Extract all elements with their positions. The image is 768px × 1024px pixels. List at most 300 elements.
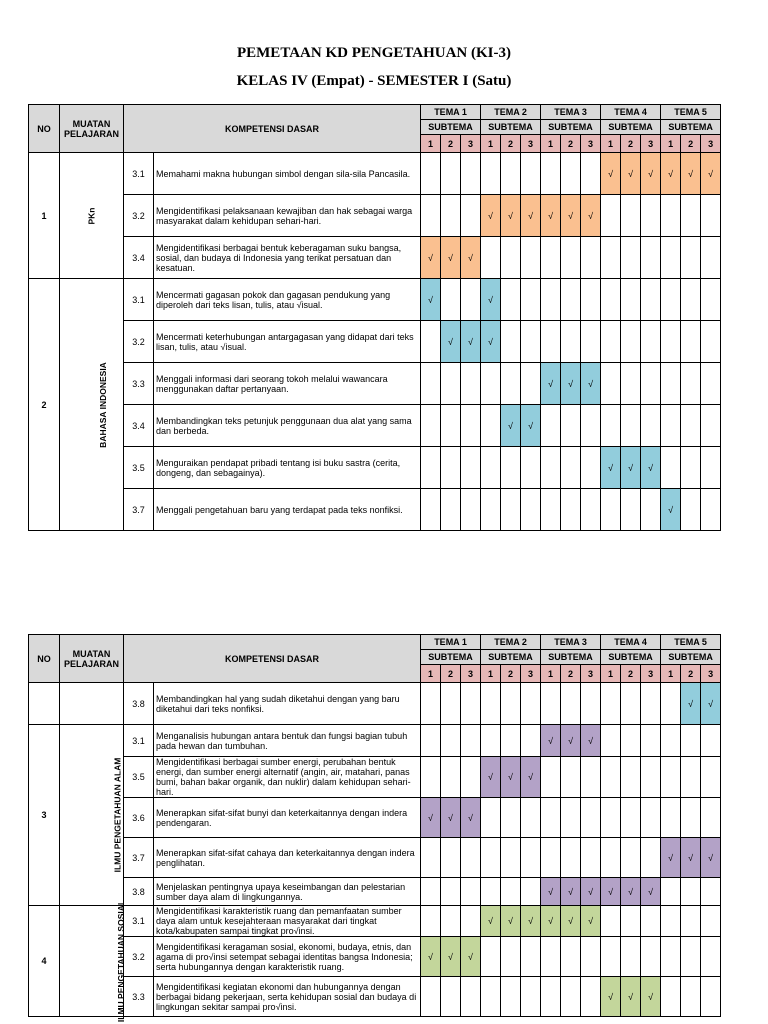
- kd-description: Mencermati keterhubungan antargagasan yang didapat dari teks lisan, tulis, atau √isual.: [154, 321, 421, 363]
- header-subtema-number: 2: [441, 135, 461, 153]
- empty-cell: [661, 937, 681, 977]
- empty-cell: [641, 489, 661, 531]
- empty-cell: [501, 363, 521, 405]
- header-tema: TEMA 5: [661, 635, 721, 650]
- header-tema: TEMA 5: [661, 105, 721, 120]
- kd-description: Menggali informasi dari seorang tokoh melalui wawancara menggunakan daftar pertanyaan.: [154, 363, 421, 405]
- check-mark-cell: √: [601, 153, 621, 195]
- empty-cell: [541, 153, 561, 195]
- empty-cell: [461, 279, 481, 321]
- header-subtema-number: 1: [481, 135, 501, 153]
- header-subtema: SUBTEMA: [601, 120, 661, 135]
- header-subtema-number: 2: [501, 135, 521, 153]
- empty-cell: [521, 153, 541, 195]
- empty-cell: [441, 489, 461, 531]
- group-number: 3: [29, 725, 60, 906]
- empty-cell: [621, 237, 641, 279]
- check-mark-cell: √: [481, 195, 501, 237]
- empty-cell: [461, 405, 481, 447]
- header-tema: TEMA 1: [421, 635, 481, 650]
- table-row: [29, 321, 721, 363]
- empty-cell: [461, 757, 481, 798]
- group-number: [29, 683, 60, 725]
- check-mark-cell: √: [421, 279, 441, 321]
- empty-cell: [541, 447, 561, 489]
- table-row: [29, 937, 721, 977]
- empty-cell: [701, 279, 721, 321]
- empty-cell: [561, 489, 581, 531]
- empty-cell: [521, 683, 541, 725]
- empty-cell: [461, 153, 481, 195]
- empty-cell: [521, 798, 541, 838]
- empty-cell: [601, 489, 621, 531]
- empty-cell: [621, 683, 641, 725]
- empty-cell: [641, 757, 661, 798]
- empty-cell: [441, 405, 461, 447]
- check-mark-cell: √: [541, 363, 561, 405]
- empty-cell: [701, 321, 721, 363]
- check-mark-cell: √: [501, 405, 521, 447]
- header-subtema: SUBTEMA: [541, 650, 601, 665]
- table-viewport: [0, 634, 768, 1024]
- empty-cell: [501, 279, 521, 321]
- check-mark-cell: √: [621, 153, 641, 195]
- empty-cell: [701, 977, 721, 1017]
- check-mark-cell: √: [581, 878, 601, 906]
- empty-cell: [561, 405, 581, 447]
- empty-cell: [601, 725, 621, 757]
- empty-cell: [521, 838, 541, 878]
- empty-cell: [501, 321, 521, 363]
- empty-cell: [681, 937, 701, 977]
- empty-cell: [581, 489, 601, 531]
- empty-cell: [561, 279, 581, 321]
- header-tema: TEMA 3: [541, 635, 601, 650]
- header-subtema: SUBTEMA: [661, 120, 721, 135]
- empty-cell: [661, 798, 681, 838]
- empty-cell: [421, 725, 441, 757]
- empty-cell: [661, 757, 681, 798]
- empty-cell: [441, 279, 461, 321]
- empty-cell: [581, 977, 601, 1017]
- header-kompetensi: KOMPETENSI DASAR: [124, 105, 421, 153]
- kd-description: Menggali pengetahuan baru yang terdapat pada teks nonfiksi.: [154, 489, 421, 531]
- kd-code: 3.2: [124, 937, 154, 977]
- empty-cell: [521, 977, 541, 1017]
- kd-description: Menerapkan sifat-sifat bunyi dan keterkaitannya dengan indera pendengaran.: [154, 798, 421, 838]
- empty-cell: [621, 195, 641, 237]
- kd-code: 3.7: [124, 489, 154, 531]
- empty-cell: [541, 977, 561, 1017]
- empty-cell: [461, 195, 481, 237]
- check-mark-cell: √: [621, 447, 641, 489]
- empty-cell: [641, 405, 661, 447]
- empty-cell: [521, 937, 541, 977]
- empty-cell: [421, 405, 441, 447]
- empty-cell: [681, 878, 701, 906]
- kd-description: Menerapkan sifat-sifat cahaya dan keterkaitannya dengan indera penglihatan.: [154, 838, 421, 878]
- empty-cell: [461, 878, 481, 906]
- empty-cell: [681, 405, 701, 447]
- header-kompetensi: KOMPETENSI DASAR: [124, 635, 421, 683]
- empty-cell: [441, 878, 461, 906]
- empty-cell: [541, 279, 561, 321]
- check-mark-cell: √: [441, 937, 461, 977]
- empty-cell: [441, 757, 461, 798]
- empty-cell: [561, 757, 581, 798]
- empty-cell: [581, 683, 601, 725]
- empty-cell: [701, 937, 721, 977]
- empty-cell: [481, 683, 501, 725]
- header-subtema-number: 1: [601, 135, 621, 153]
- empty-cell: [541, 838, 561, 878]
- header-subtema-number: 3: [461, 665, 481, 683]
- empty-cell: [581, 237, 601, 279]
- check-mark-cell: √: [701, 153, 721, 195]
- empty-cell: [601, 798, 621, 838]
- header-tema: TEMA 2: [481, 635, 541, 650]
- kd-code: 3.4: [124, 405, 154, 447]
- empty-cell: [481, 237, 501, 279]
- check-mark-cell: √: [421, 237, 441, 279]
- empty-cell: [421, 447, 441, 489]
- empty-cell: [621, 798, 641, 838]
- empty-cell: [481, 937, 501, 977]
- table-row: [29, 838, 721, 878]
- empty-cell: [641, 237, 661, 279]
- empty-cell: [581, 937, 601, 977]
- empty-cell: [501, 937, 521, 977]
- empty-cell: [561, 321, 581, 363]
- empty-cell: [461, 906, 481, 937]
- check-mark-cell: √: [641, 878, 661, 906]
- empty-cell: [501, 489, 521, 531]
- empty-cell: [621, 838, 641, 878]
- empty-cell: [501, 725, 521, 757]
- header-subtema-number: 1: [421, 135, 441, 153]
- empty-cell: [661, 447, 681, 489]
- empty-cell: [501, 838, 521, 878]
- subject-cell: [60, 279, 124, 531]
- check-mark-cell: √: [681, 838, 701, 878]
- empty-cell: [661, 683, 681, 725]
- group-number: 1: [29, 153, 60, 279]
- empty-cell: [661, 977, 681, 1017]
- empty-cell: [641, 363, 661, 405]
- check-mark-cell: √: [581, 906, 601, 937]
- empty-cell: [681, 363, 701, 405]
- empty-cell: [641, 798, 661, 838]
- empty-cell: [661, 363, 681, 405]
- empty-cell: [541, 405, 561, 447]
- empty-cell: [621, 906, 641, 937]
- table-viewport: [0, 104, 768, 532]
- empty-cell: [681, 725, 701, 757]
- empty-cell: [661, 237, 681, 279]
- table-row: [29, 237, 721, 279]
- empty-cell: [641, 838, 661, 878]
- check-mark-cell: √: [461, 937, 481, 977]
- empty-cell: [701, 447, 721, 489]
- empty-cell: [561, 838, 581, 878]
- empty-cell: [461, 977, 481, 1017]
- empty-cell: [541, 798, 561, 838]
- kd-description: Memahami makna hubungan simbol dengan sila-sila Pancasila.: [154, 153, 421, 195]
- kd-description: Mencermati gagasan pokok dan gagasan pendukung yang diperoleh dari teks lisan, tulis, atau √isual.: [154, 279, 421, 321]
- header-subtema-number: 3: [701, 135, 721, 153]
- header-subtema-number: 3: [521, 665, 541, 683]
- empty-cell: [701, 405, 721, 447]
- table-row: [29, 279, 721, 321]
- empty-cell: [641, 683, 661, 725]
- empty-cell: [461, 683, 481, 725]
- check-mark-cell: √: [621, 878, 641, 906]
- check-mark-cell: √: [501, 757, 521, 798]
- header-subtema-number: 2: [561, 665, 581, 683]
- empty-cell: [481, 838, 501, 878]
- header-tema: TEMA 4: [601, 635, 661, 650]
- kd-description: Mengidentifikasi berbagai sumber energi, perubahan bentuk energi, dan sumber energi alternatif (angin, air, matahari, panas bumi, bahan bakar organik, dan nuklir) dalam kehidupan sehari-hari.: [154, 757, 421, 798]
- kd-code: 3.8: [124, 683, 154, 725]
- kd-description: Menganalisis hubungan antara bentuk dan fungsi bagian tubuh pada hewan dan tumbuhan.: [154, 725, 421, 757]
- empty-cell: [581, 279, 601, 321]
- header-subtema-number: 2: [681, 135, 701, 153]
- table-row: [29, 153, 721, 195]
- check-mark-cell: √: [621, 977, 641, 1017]
- empty-cell: [521, 321, 541, 363]
- kd-code: 3.5: [124, 757, 154, 798]
- empty-cell: [641, 279, 661, 321]
- check-mark-cell: √: [421, 937, 441, 977]
- empty-cell: [561, 798, 581, 838]
- empty-cell: [601, 838, 621, 878]
- empty-cell: [501, 153, 521, 195]
- header-subtema-number: 1: [541, 665, 561, 683]
- empty-cell: [601, 405, 621, 447]
- header-tema: TEMA 1: [421, 105, 481, 120]
- header-subtema: SUBTEMA: [541, 120, 601, 135]
- empty-cell: [621, 363, 641, 405]
- empty-cell: [441, 725, 461, 757]
- check-mark-cell: √: [561, 195, 581, 237]
- subject-cell: [60, 153, 124, 279]
- empty-cell: [701, 906, 721, 937]
- empty-cell: [501, 237, 521, 279]
- group-number: 4: [29, 906, 60, 1017]
- check-mark-cell: √: [521, 906, 541, 937]
- empty-cell: [481, 977, 501, 1017]
- empty-cell: [561, 683, 581, 725]
- check-mark-cell: √: [541, 906, 561, 937]
- check-mark-cell: √: [661, 153, 681, 195]
- empty-cell: [641, 906, 661, 937]
- empty-cell: [481, 489, 501, 531]
- empty-cell: [441, 153, 461, 195]
- empty-cell: [661, 405, 681, 447]
- kd-mapping-table-2: [28, 634, 721, 1023]
- check-mark-cell: √: [521, 757, 541, 798]
- kd-description: Menguraikan pendapat pribadi tentang isi buku sastra (cerita, dongeng, dan sebagainya).: [154, 447, 421, 489]
- check-mark-cell: √: [681, 683, 701, 725]
- empty-cell: [681, 237, 701, 279]
- empty-cell: [701, 489, 721, 531]
- empty-cell: [621, 757, 641, 798]
- empty-cell: [621, 937, 641, 977]
- empty-cell: [621, 405, 641, 447]
- empty-cell: [561, 447, 581, 489]
- check-mark-cell: √: [441, 798, 461, 838]
- empty-cell: [621, 279, 641, 321]
- check-mark-cell: √: [541, 725, 561, 757]
- empty-cell: [581, 153, 601, 195]
- empty-cell: [701, 798, 721, 838]
- check-mark-cell: √: [561, 906, 581, 937]
- empty-cell: [661, 195, 681, 237]
- table-row: [29, 405, 721, 447]
- empty-cell: [561, 977, 581, 1017]
- empty-cell: [541, 683, 561, 725]
- header-no: NO: [29, 635, 60, 683]
- check-mark-cell: √: [501, 906, 521, 937]
- empty-cell: [601, 937, 621, 977]
- empty-cell: [461, 447, 481, 489]
- header-subtema: SUBTEMA: [601, 650, 661, 665]
- empty-cell: [681, 489, 701, 531]
- group-number: 2: [29, 279, 60, 531]
- empty-cell: [641, 725, 661, 757]
- header-tema: TEMA 4: [601, 105, 661, 120]
- header-subtema-number: 2: [621, 665, 641, 683]
- empty-cell: [501, 683, 521, 725]
- empty-cell: [621, 725, 641, 757]
- empty-cell: [481, 447, 501, 489]
- empty-cell: [601, 906, 621, 937]
- header-subtema-number: 2: [561, 135, 581, 153]
- header-subtema-number: 2: [681, 665, 701, 683]
- empty-cell: [541, 757, 561, 798]
- empty-cell: [481, 363, 501, 405]
- empty-cell: [421, 363, 441, 405]
- empty-cell: [661, 279, 681, 321]
- check-mark-cell: √: [481, 321, 501, 363]
- header-subtema-number: 3: [641, 135, 661, 153]
- empty-cell: [461, 725, 481, 757]
- check-mark-cell: √: [561, 725, 581, 757]
- header-subtema-number: 1: [661, 135, 681, 153]
- kd-code: 3.1: [124, 153, 154, 195]
- header-subtema: SUBTEMA: [421, 650, 481, 665]
- empty-cell: [581, 798, 601, 838]
- empty-cell: [521, 878, 541, 906]
- empty-cell: [421, 757, 441, 798]
- empty-cell: [661, 321, 681, 363]
- empty-cell: [421, 195, 441, 237]
- empty-cell: [701, 757, 721, 798]
- header-no: NO: [29, 105, 60, 153]
- kd-code: 3.2: [124, 321, 154, 363]
- subject-name: BAHASA INDONESIA: [97, 361, 108, 448]
- empty-cell: [601, 363, 621, 405]
- header-tema: TEMA 2: [481, 105, 541, 120]
- empty-cell: [481, 878, 501, 906]
- empty-cell: [581, 838, 601, 878]
- header-subtema-number: 2: [501, 665, 521, 683]
- kd-code: 3.4: [124, 237, 154, 279]
- kd-code: 3.8: [124, 878, 154, 906]
- empty-cell: [501, 878, 521, 906]
- kd-description: Mengidentifikasi karakteristik ruang dan pemanfaatan sumber daya alam untuk kesejahteraan masyarakat dari tingkat kota/kabupaten sampai tingkat pro√insi.: [154, 906, 421, 937]
- empty-cell: [521, 489, 541, 531]
- check-mark-cell: √: [561, 363, 581, 405]
- check-mark-cell: √: [581, 363, 601, 405]
- table-row: [29, 798, 721, 838]
- kd-code: 3.7: [124, 838, 154, 878]
- kd-code: 3.2: [124, 195, 154, 237]
- header-subtema-number: 1: [601, 665, 621, 683]
- kd-code: 3.1: [124, 279, 154, 321]
- empty-cell: [441, 977, 461, 1017]
- empty-cell: [561, 237, 581, 279]
- empty-cell: [541, 237, 561, 279]
- check-mark-cell: √: [461, 798, 481, 838]
- table-row: [29, 683, 721, 725]
- empty-cell: [521, 279, 541, 321]
- kd-description: Membandingkan teks petunjuk penggunaan dua alat yang sama dan berbeda.: [154, 405, 421, 447]
- empty-cell: [641, 937, 661, 977]
- check-mark-cell: √: [421, 798, 441, 838]
- check-mark-cell: √: [461, 237, 481, 279]
- header-subtema-number: 3: [521, 135, 541, 153]
- empty-cell: [541, 489, 561, 531]
- header-subtema: SUBTEMA: [481, 650, 541, 665]
- empty-cell: [541, 321, 561, 363]
- check-mark-cell: √: [601, 878, 621, 906]
- header-subtema-number: 1: [481, 665, 501, 683]
- empty-cell: [661, 906, 681, 937]
- check-mark-cell: √: [661, 838, 681, 878]
- header-subtema-number: 3: [581, 665, 601, 683]
- header-subtema-number: 3: [461, 135, 481, 153]
- empty-cell: [641, 195, 661, 237]
- empty-cell: [621, 321, 641, 363]
- empty-cell: [681, 977, 701, 1017]
- empty-cell: [501, 977, 521, 1017]
- check-mark-cell: √: [601, 447, 621, 489]
- table-row: [29, 447, 721, 489]
- empty-cell: [481, 798, 501, 838]
- kd-description: Mengidentifikasi keragaman sosial, ekonomi, budaya, etnis, dan agama di pro√insi setempat sebagai identitas bangsa Indonesia; serta hubungannya dengan karakteristik ruang.: [154, 937, 421, 977]
- kd-code: 3.5: [124, 447, 154, 489]
- kd-description: Mengidentifikasi kegiatan ekonomi dan hubungannya dengan berbagai bidang pekerjaan, serta kehidupan sosial dan budaya di lingkungan sekitar sampai pro√insi.: [154, 977, 421, 1017]
- table-row: [29, 195, 721, 237]
- header-subtema-number: 2: [441, 665, 461, 683]
- header-subtema: SUBTEMA: [661, 650, 721, 665]
- kd-code: 3.1: [124, 906, 154, 937]
- check-mark-cell: √: [481, 279, 501, 321]
- check-mark-cell: √: [681, 153, 701, 195]
- check-mark-cell: √: [441, 321, 461, 363]
- subject-cell: [60, 725, 124, 906]
- kd-description: Mengidentifikasi berbagai bentuk keberagaman suku bangsa, sosial, dan budaya di Indonesia yang terikat persatuan dan kesatuan.: [154, 237, 421, 279]
- header-subtema-number: 1: [541, 135, 561, 153]
- header-subtema: SUBTEMA: [481, 120, 541, 135]
- empty-cell: [521, 363, 541, 405]
- empty-cell: [421, 683, 441, 725]
- kd-code: 3.6: [124, 798, 154, 838]
- empty-cell: [641, 321, 661, 363]
- header-muatan: MUATAN PELAJARAN: [60, 635, 124, 683]
- check-mark-cell: √: [581, 195, 601, 237]
